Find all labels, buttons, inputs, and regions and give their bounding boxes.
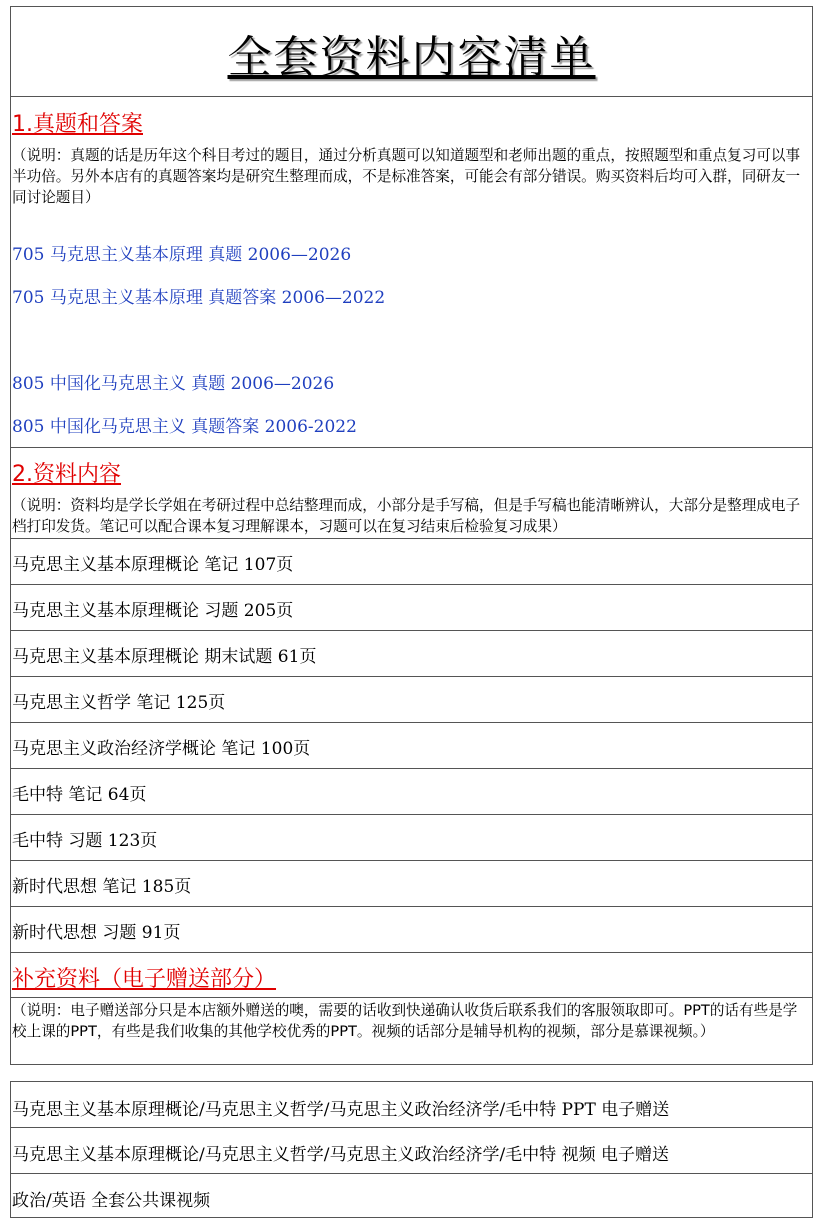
material-item: 马克思主义基本原理概论 期末试题 61页 (12, 647, 317, 667)
divider (11, 676, 812, 677)
section-note-materials: （说明：资料均是学长学姐在考研过程中总结整理而成，小部分是手写稿，但是手写稿也能清晰辨认，大部分是整理成电子档打印发货。笔记可以配合课本复习理解课本，习题可以在复习结束后检验复习成果） (12, 497, 801, 535)
divider (11, 1173, 812, 1174)
divider (11, 1127, 812, 1128)
exam-item: 805 中国化马克思主义 真题答案 2006-2022 (12, 417, 357, 437)
material-item: 毛中特 笔记 64页 (12, 785, 147, 805)
material-item: 马克思主义基本原理概论 笔记 107页 (12, 555, 294, 575)
material-item: 新时代思想 习题 91页 (12, 923, 181, 943)
divider (11, 722, 812, 723)
divider (11, 584, 812, 585)
section-note-bonus: （说明：电子赠送部分只是本店额外赠送的噢，需要的话收到快递确认收货后联系我们的客服领取即可。PPT的话有些是学校上课的PPT，有些是我们收集的其他学校优秀的PPT。视频的话部分是辅导机构的视频，部分是慕课视频。） (12, 1002, 798, 1040)
material-item: 毛中特 习题 123页 (12, 831, 158, 851)
bonus-item: 马克思主义基本原理概论/马克思主义哲学/马克思主义政治经济学/毛中特 PPT 电子赠送 (12, 1100, 670, 1120)
section-heading-materials: 2.资料内容 (12, 462, 121, 487)
material-item: 马克思主义基本原理概论 习题 205页 (12, 601, 294, 621)
bonus-item: 马克思主义基本原理概论/马克思主义哲学/马克思主义政治经济学/毛中特 视频 电子赠送 (12, 1145, 669, 1165)
section-heading-exams: 1.真题和答案 (12, 112, 143, 137)
divider (11, 96, 812, 97)
exam-item: 805 中国化马克思主义 真题 2006—2026 (12, 374, 335, 394)
divider (11, 538, 812, 539)
section-note-exams: （说明：真题的话是历年这个科目考过的题目，通过分析真题可以知道题型和老师出题的重点，按照题型和重点复习可以事半功倍。另外本店有的真题答案均是研究生整理而成，不是标准答案，可能会有部分错误。购买资料后均可入群，同研友一同讨论题目） (12, 147, 801, 206)
page-title: 全套资料内容清单 (227, 32, 596, 83)
exam-item: 705 马克思主义基本原理 真题 2006—2026 (12, 245, 352, 265)
divider (11, 447, 812, 448)
divider (11, 906, 812, 907)
material-item: 马克思主义哲学 笔记 125页 (12, 693, 226, 713)
material-item: 马克思主义政治经济学概论 笔记 100页 (12, 739, 311, 759)
bonus-items-table (10, 1081, 813, 1218)
divider (11, 630, 812, 631)
section-heading-bonus: 补充资料（电子赠送部分） (12, 967, 277, 992)
divider (11, 814, 812, 815)
divider (11, 860, 812, 861)
divider (11, 952, 812, 953)
exam-item: 705 马克思主义基本原理 真题答案 2006—2022 (12, 288, 386, 308)
material-list-table (10, 6, 813, 1065)
bonus-item: 政治/英语 全套公共课视频 (12, 1191, 211, 1211)
divider (11, 997, 812, 998)
material-item: 新时代思想 笔记 185页 (12, 877, 192, 897)
divider (11, 768, 812, 769)
